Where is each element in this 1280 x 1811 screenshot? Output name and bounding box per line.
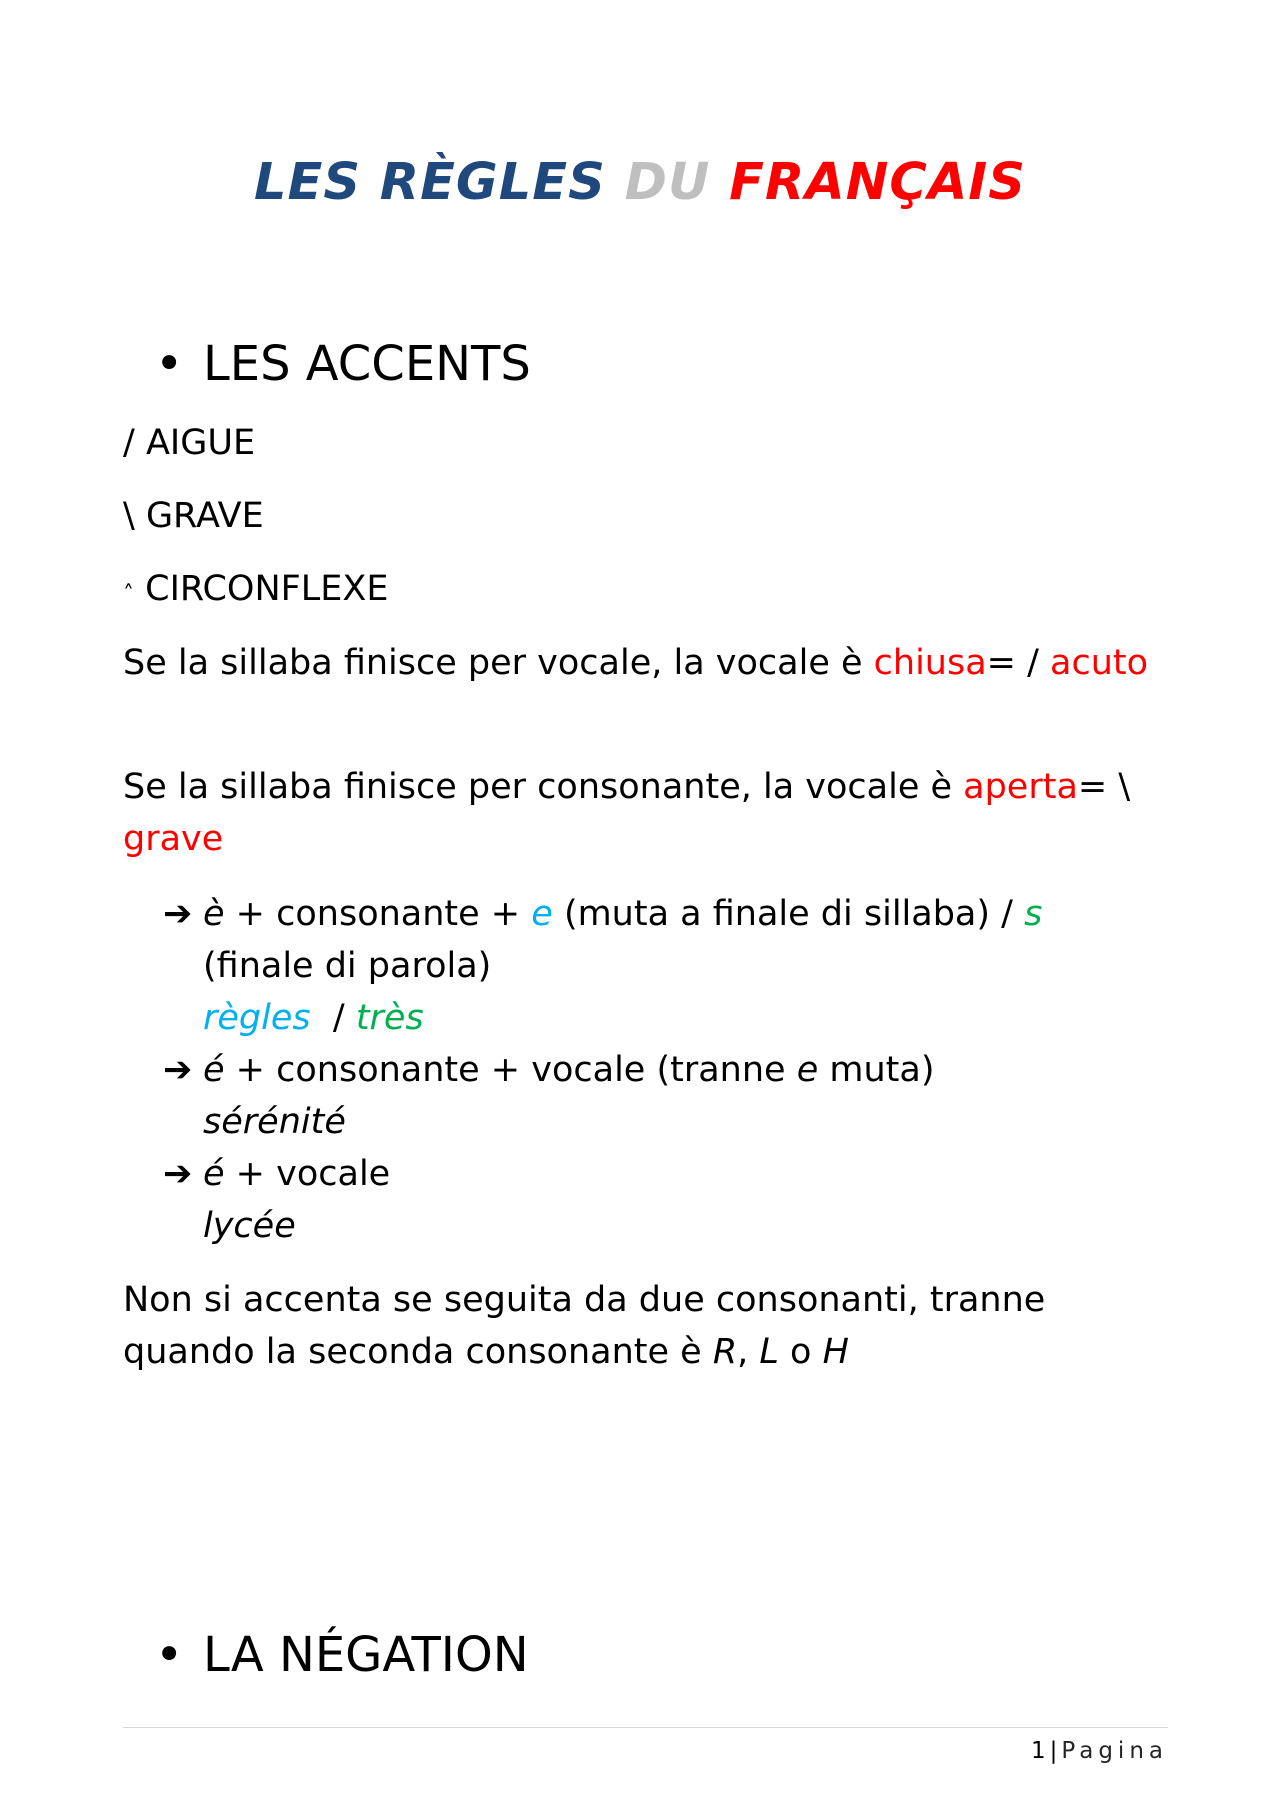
bullet-icon: • bbox=[155, 1627, 184, 1683]
page-title bbox=[0, 150, 1280, 216]
example-lycee: lycée bbox=[203, 1206, 296, 1246]
example-serenite: sérénité bbox=[203, 1102, 346, 1142]
bullet-icon: • bbox=[155, 336, 184, 392]
page-label: Pagina bbox=[1061, 1738, 1168, 1764]
rule-text: Se la sillaba finisce per vocale, la vocale è bbox=[123, 643, 874, 683]
rule-open-syllable bbox=[123, 637, 1183, 689]
section-heading-accents bbox=[155, 334, 531, 394]
rule-equals: = \ bbox=[1077, 767, 1131, 807]
arrow-text: + vocale bbox=[224, 1154, 391, 1194]
note-letter-h: H bbox=[822, 1332, 849, 1372]
accent-symbol: ˄ bbox=[123, 582, 134, 607]
arrow-item-continuation: (finale di parola) bbox=[203, 946, 492, 986]
rule-highlight-grave: grave bbox=[123, 819, 224, 859]
rule-highlight-chiusa: chiusa bbox=[873, 643, 987, 683]
section-heading-text: LA NÉGATION bbox=[203, 1627, 529, 1683]
arrow-right-icon: ➔ bbox=[163, 1154, 193, 1194]
footer-divider bbox=[123, 1727, 1168, 1728]
note-letter-r: R bbox=[712, 1332, 738, 1372]
arrow-text: + consonante + vocale (tranne bbox=[224, 1050, 797, 1090]
rule-equals: = / bbox=[986, 643, 1051, 683]
accent-name: CIRCONFLEXE bbox=[145, 569, 389, 609]
rule-highlight-acuto: acuto bbox=[1050, 643, 1149, 683]
arrow-text-2: (muta a finale di sillaba) / bbox=[552, 894, 1025, 934]
page-number: 1 bbox=[1031, 1738, 1046, 1764]
accent-grave bbox=[123, 490, 264, 542]
note-double-consonants bbox=[123, 1274, 1183, 1378]
title-part-les-regles: LES RÈGLES bbox=[253, 153, 606, 212]
arrow-lead: è bbox=[203, 894, 225, 934]
title-part-du: DU bbox=[624, 153, 711, 212]
accent-aigue bbox=[123, 417, 255, 469]
example-tres: très bbox=[355, 998, 424, 1038]
arrow-italic-e: e bbox=[796, 1050, 819, 1090]
section-heading-negation bbox=[155, 1625, 529, 1685]
example-regles-tres bbox=[203, 992, 424, 1044]
example-regles: règles bbox=[203, 998, 311, 1038]
accent-name: AIGUE bbox=[145, 423, 256, 463]
page-separator: | bbox=[1049, 1738, 1058, 1764]
title-part-francais: FRANÇAIS bbox=[729, 153, 1026, 212]
example-separator: / bbox=[310, 998, 356, 1038]
arrow-right-icon: ➔ bbox=[163, 1050, 193, 1090]
note-or: o bbox=[778, 1332, 823, 1372]
arrow-text: + consonante + bbox=[224, 894, 532, 934]
rule-closed-syllable bbox=[123, 761, 1183, 865]
arrow-item-e-acute-vowel bbox=[163, 1148, 390, 1200]
note-comma: , bbox=[737, 1332, 760, 1372]
arrow-lead: é bbox=[203, 1154, 225, 1194]
arrow-item-e-grave bbox=[163, 888, 1042, 940]
arrow-right-icon: ➔ bbox=[163, 894, 193, 934]
accent-symbol: \ bbox=[123, 496, 135, 536]
section-heading-text: LES ACCENTS bbox=[203, 336, 531, 392]
accent-symbol: / bbox=[123, 423, 135, 463]
accent-name: GRAVE bbox=[145, 496, 264, 536]
arrow-lead: é bbox=[203, 1050, 225, 1090]
arrow-blue-e: e bbox=[531, 894, 553, 934]
arrow-item-e-acute-consonant bbox=[163, 1044, 934, 1096]
arrow-green-s: s bbox=[1024, 894, 1043, 934]
note-letter-l: L bbox=[759, 1332, 779, 1372]
rule-text: Se la sillaba finisce per consonante, la vocale è bbox=[123, 767, 964, 807]
note-text: Non si accenta se seguita da due consonanti, tranne quando la seconda consonante è bbox=[123, 1280, 1046, 1372]
footer-page-number bbox=[1031, 1736, 1168, 1766]
rule-highlight-aperta: aperta bbox=[963, 767, 1078, 807]
accent-circonflexe bbox=[123, 563, 388, 615]
arrow-text-2: muta) bbox=[818, 1050, 935, 1090]
